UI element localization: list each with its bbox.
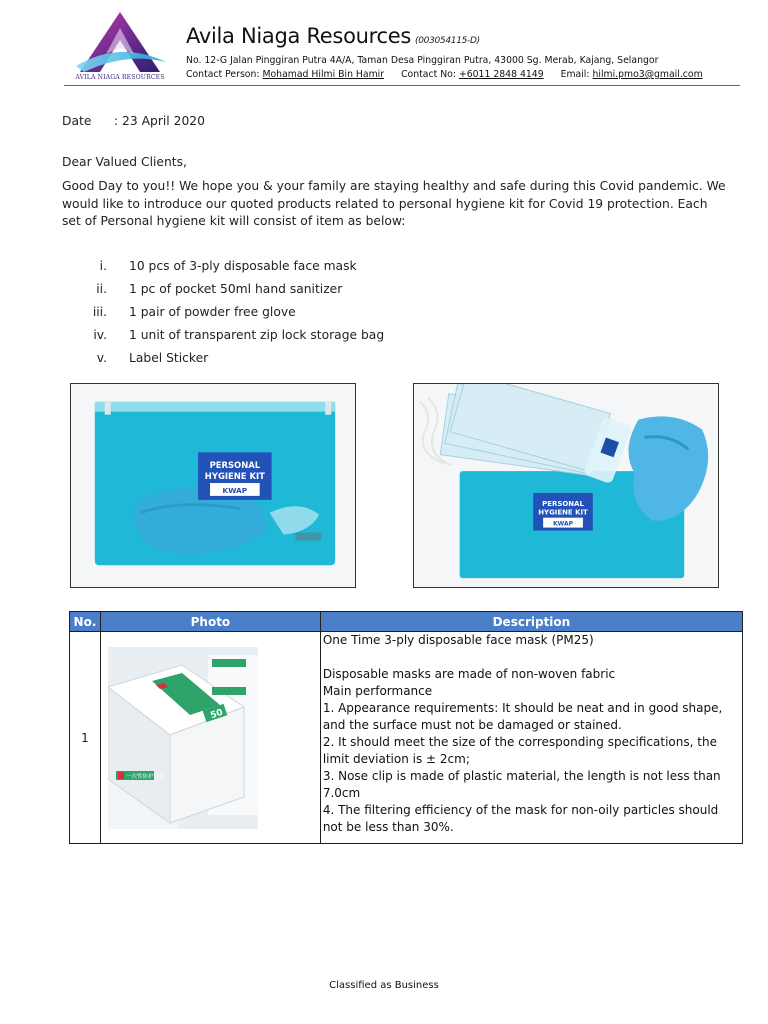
list-item-text: 1 pair of powder free glove: [129, 305, 296, 319]
list-item-number: ii.: [96, 282, 107, 296]
description-point: 2. It should meet the size of the corresponding specifications, the limit deviation is ± 2cm;: [322, 735, 717, 766]
kit-label-line2: HYGIENE KIT: [538, 508, 588, 517]
email-label: Email:: [560, 69, 590, 80]
kit-brand-text: KWAP: [222, 485, 248, 495]
company-logo: [66, 10, 174, 84]
description-spacer: [323, 649, 740, 666]
contact-no-label: Contact No:: [401, 69, 456, 80]
greeting: Dear Valued Clients,: [62, 155, 187, 169]
list-item: [62, 327, 582, 350]
list-item-number: iii.: [92, 305, 107, 319]
column-header-description: Description: [320, 612, 742, 632]
company-address: No. 12-G Jalan Pinggiran Putra 4A/A, Taman Desa Pinggiran Putra, 43000 Sg. Merab, Kajang, Selangor: [186, 55, 659, 66]
contact-person-name: Mohamad Hilmi Bin Hamir: [262, 69, 385, 80]
product-description-cell: [320, 632, 742, 844]
list-item-text: Label Sticker: [129, 351, 209, 365]
description-title: One Time 3-ply disposable face mask (PM25): [322, 633, 594, 647]
date-value: : 23 April 2020: [114, 114, 205, 128]
list-item-number: i.: [99, 259, 107, 273]
logo-triangle-icon: [66, 10, 174, 84]
company-name: [186, 24, 480, 48]
row-number: 1: [70, 632, 101, 844]
description-point: 1. Appearance requirements: It should be neat and in good shape, and the surface must not be damaged or stained.: [322, 701, 723, 732]
hygiene-kit-contents-photo: [413, 383, 719, 588]
kit-label-line1: PERSONAL: [542, 499, 584, 508]
contact-line: [186, 69, 703, 80]
contact-person-label: Contact Person:: [186, 69, 260, 80]
description-intro: Disposable masks are made of non-woven fabric: [322, 667, 616, 681]
column-header-no: No.: [70, 612, 101, 632]
list-item-text: 1 pc of pocket 50ml hand sanitizer: [129, 282, 343, 296]
list-item: [62, 258, 582, 281]
list-item: [62, 281, 582, 304]
product-photo-cell: [100, 632, 320, 844]
table-header-row: [70, 612, 743, 632]
mask-box-count: 50: [209, 707, 225, 721]
email-link[interactable]: hilmi.pmo3@gmail.com: [592, 69, 703, 80]
product-table: [69, 611, 743, 844]
company-registration: (003054115-D): [415, 36, 480, 46]
column-header-photo: Photo: [100, 612, 320, 632]
company-name-text: Avila Niaga Resources: [186, 24, 412, 48]
kit-item-list: [62, 258, 582, 373]
intro-paragraph: Good Day to you!! We hope you & your family are staying healthy and safe during this Covid pandemic. We would like to introduce our quoted products related to personal hygiene kit for Covid 19 protection. Each set of Personal hygiene kit will consist of item as below:: [62, 179, 726, 228]
ziplock-bag-image: [71, 384, 355, 587]
mask-box-label: 一次性防护口罩: [125, 773, 165, 780]
face-mask-box-image: [108, 647, 258, 829]
kit-label-line2: HYGIENE KIT: [204, 471, 265, 482]
list-item-text: 10 pcs of 3-ply disposable face mask: [129, 259, 357, 273]
contact-phone-link[interactable]: +6011 2848 4149: [458, 69, 544, 80]
description-point: 3. Nose clip is made of plastic material, the length is not less than 7.0cm: [322, 769, 721, 800]
list-item: [62, 304, 582, 327]
description-heading: Main performance: [322, 684, 433, 698]
kit-label-line1: PERSONAL: [209, 460, 261, 471]
description-point: 4. The filtering efficiency of the mask for non-oily particles should not be less than 30%.: [322, 803, 719, 834]
header-divider: [64, 85, 740, 86]
date-label: Date: [62, 114, 92, 128]
list-item-number: v.: [96, 351, 107, 365]
list-item: [62, 350, 582, 373]
list-item-number: iv.: [93, 328, 107, 342]
hygiene-kit-bag-photo: [70, 383, 356, 588]
table-row: [70, 632, 743, 844]
list-item-text: 1 unit of transparent zip lock storage bag: [129, 328, 385, 342]
date-row: [62, 114, 205, 128]
kit-brand-text: KWAP: [553, 520, 573, 528]
classification-footer: Classified as Business: [329, 980, 439, 991]
logo-caption: AVILA NIAGA RESOURCES: [75, 74, 165, 81]
kit-contents-image: [414, 384, 718, 587]
